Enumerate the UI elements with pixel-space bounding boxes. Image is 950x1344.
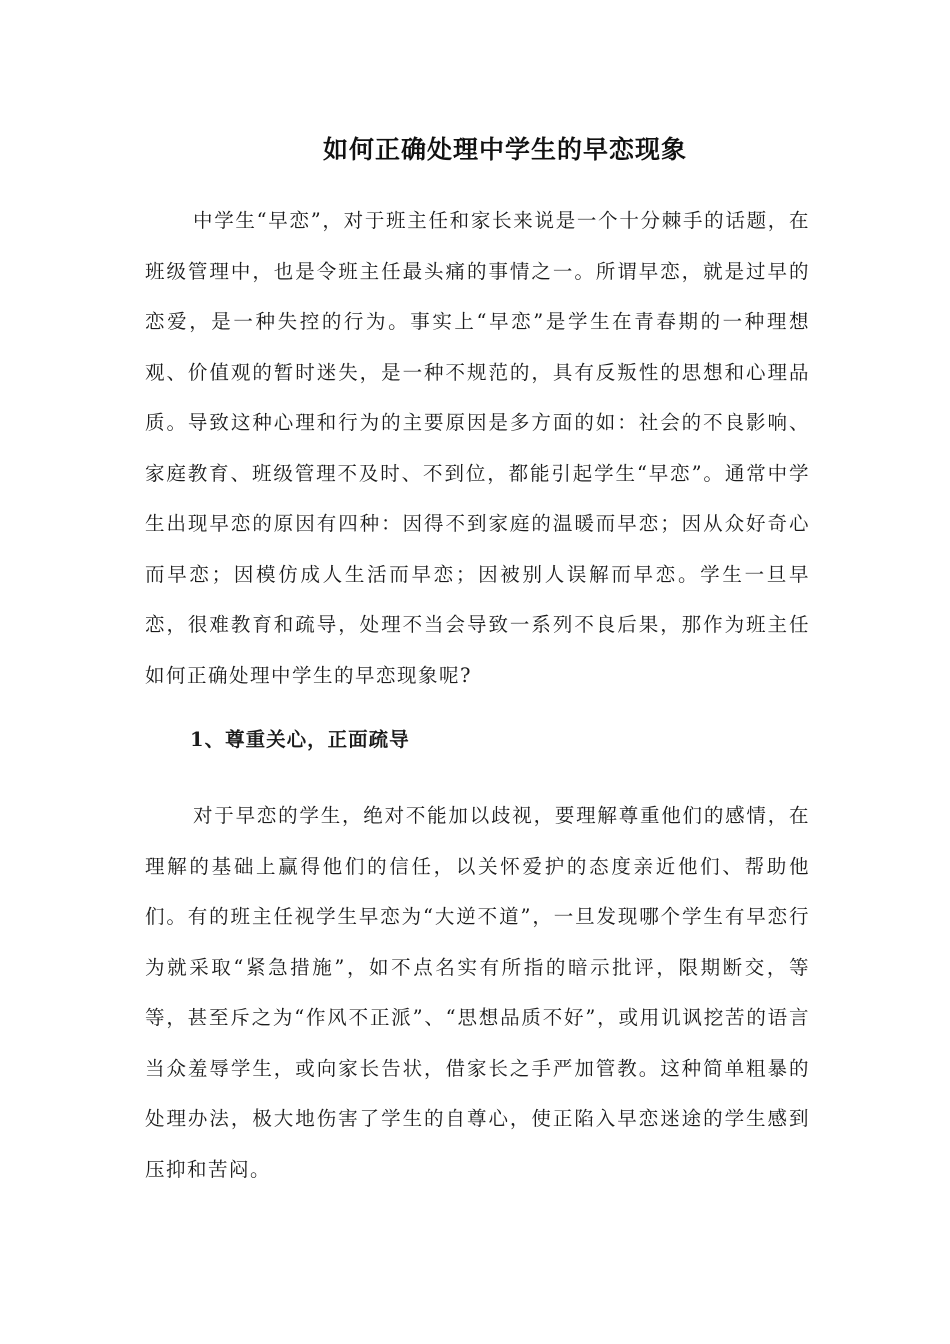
intro-paragraph: 中学生“早恋”，对于班主任和家长来说是一个十分棘手的话题，在班级管理中，也是令班主任最头痛的事情之一。所谓早恋，就是过早的恋爱，是一种失控的行为。事实上“早恋”是学生在青春期的一种理想观、价值观的暂时迷失，是一种不规范的，具有反叛性的思想和心理品质。导致这种心理和行为的主要原因是多方面的如：社会的不良影响、家庭教育、班级管理不及时、不到位，都能引起学生“早恋”。通常中学生出现早恋的原因有四种：因得不到家庭的温暖而早恋；因从众好奇心而早恋；因模仿成人生活而早恋；因被别人误解而早恋。学生一旦早恋，很难教育和疏导，处理不当会导致一系列不良后果，那作为班主任如何正确处理中学生的早恋现象呢? (145, 209, 810, 687)
document-title: 如何正确处理中学生的早恋现象 (322, 135, 687, 164)
section-paragraph-1: 对于早恋的学生，绝对不能加以歧视，要理解尊重他们的感情，在理解的基础上赢得他们的信任，以关怀爱护的态度亲近他们、帮助他们。有的班主任视学生早恋为“大逆不道”，一旦发现哪个学生有早恋行为就采取“紧急措施”，如不点名实有所指的暗示批评，限期断交，等等，甚至斥之为“作风不正派”、“思想品质不好”，或用讥讽挖苦的语言当众羞辱学生，或向家长告状，借家长之手严加管教。这种简单粗暴的处理办法，极大地伤害了学生的自尊心，使正陷入早恋迷途的学生感到压抑和苦闷。 (145, 804, 810, 1181)
section-heading-1: 1、尊重关心，正面疏导 (190, 728, 410, 751)
